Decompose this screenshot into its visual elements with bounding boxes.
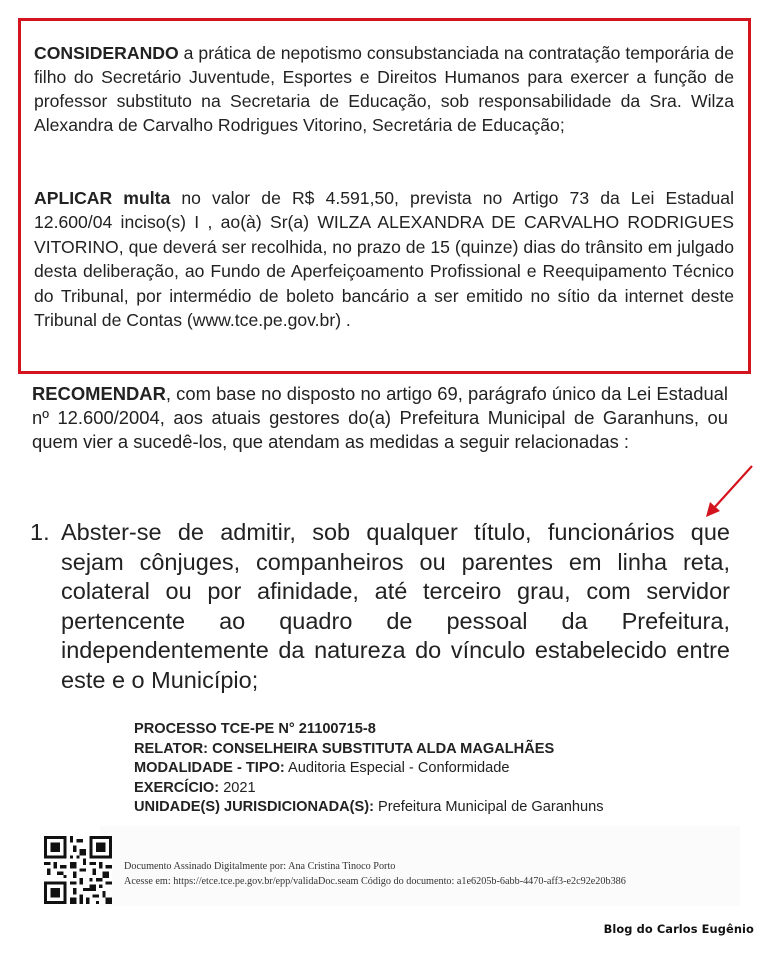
exercicio-value: 2021: [219, 779, 256, 796]
recomendar-lead: RECOMENDAR: [32, 383, 166, 404]
modalidade-value: Auditoria Especial - Conformidade: [284, 760, 510, 777]
process-info: [134, 720, 734, 818]
process-modalidade: [134, 759, 734, 779]
measures-list: [30, 518, 730, 695]
list-item: [30, 518, 730, 695]
signature-line-2[interactable]: Acesse em: https://etce.tce.pe.gov.br/epp/validaDoc.seam Código do documento: a1e6205b-6abb-4470-aff3-e2c92e20b386: [124, 876, 626, 887]
recomendar-paragraph: [32, 382, 728, 454]
list-item-number: 1.: [30, 519, 50, 545]
red-arrow-icon: [700, 462, 756, 522]
considerando-paragraph: [34, 41, 734, 137]
signature-text: [124, 859, 734, 889]
process-relator: RELATOR: CONSELHEIRA SUBSTITUTA ALDA MAGALHÃES: [134, 740, 555, 757]
recomendar-text: , com base no disposto no artigo 69, parágrafo único da Lei Estadual nº 12.600/2004, aos atuais gestores do(a) Prefeitura Municipal de Garanhuns, ou quem vier a sucedê-los, que atendam as medidas a seguir relacionadas :: [32, 383, 728, 452]
modalidade-label: MODALIDADE - TIPO:: [134, 760, 285, 777]
unidade-label: UNIDADE(S) JURISDICIONADA(S):: [134, 799, 374, 816]
aplicar-paragraph: [34, 186, 734, 332]
list-item-text: Abster-se de admitir, sob qualquer título, funcionários que sejam cônjuges, companheiros ou parentes em linha reta, colateral ou por afinidade, até terceiro grau, com servidor pertencente ao quadro de pessoal da Prefeitura, independentemente da natureza do vínculo estabelecido entre este e o Município;: [61, 519, 730, 693]
aplicar-text: no valor de R$ 4.591,50, prevista no Artigo 73 da Lei Estadual 12.600/04 inciso(s) I , ao(à) Sr(a) WILZA ALEXANDRA DE CARVALHO RODRIGUES VITORINO, que deverá ser recolhida, no prazo de 15 (quinze) dias do trânsito em julgado desta deliberação, ao Fundo de Aperfeiçoamento Profissional e Reequipamento Técnico do Tribunal, por intermédio de boleto bancário a ser emitido no sítio da internet deste Tribunal de Contas (www.tce.pe.gov.br) .: [34, 188, 734, 331]
exercicio-label: EXERCÍCIO:: [134, 779, 220, 796]
considerando-text: a prática de nepotismo consubstanciada na contratação temporária de filho do Secretário Juventude, Esportes e Direitos Humanos para exercer a função de professor substituto na Secretaria de Educação, sob responsabilidade da Sra. Wilza Alexandra de Carvalho Rodrigues Vitorino, Secretária de Educação;: [34, 43, 734, 135]
signature-line-1: Documento Assinado Digitalmente por: Ana Cristina Tinoco Porto: [124, 861, 396, 872]
process-unidade: [134, 798, 734, 818]
considerando-lead: CONSIDERANDO: [34, 43, 179, 63]
watermark: Blog do Carlos Eugênio: [603, 922, 754, 936]
aplicar-lead: APLICAR multa: [34, 188, 171, 208]
process-exercicio: [134, 779, 734, 799]
unidade-value: Prefeitura Municipal de Garanhuns: [374, 799, 604, 816]
qr-code-icon: [44, 836, 112, 904]
process-number: PROCESSO TCE-PE N° 21100715-8: [134, 721, 376, 737]
